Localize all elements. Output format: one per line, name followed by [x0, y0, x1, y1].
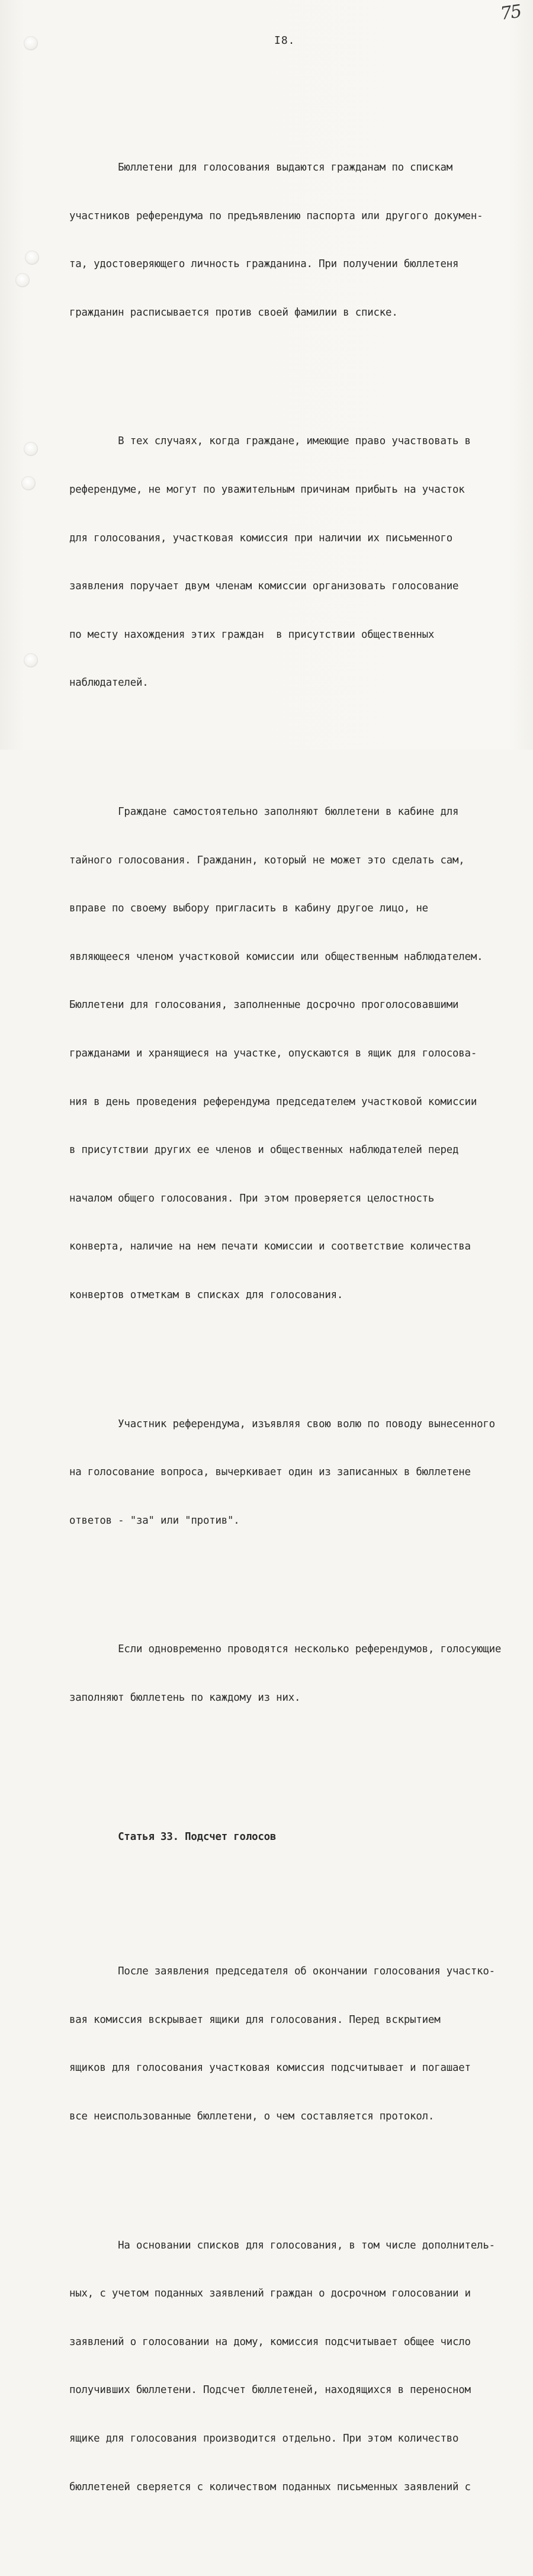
- section-spacer: [69, 1787, 519, 1797]
- text-line: по месту нахождения этих граждан в присутствии общественных: [69, 628, 435, 641]
- text-line: получивших бюллетени. Подсчет бюллетеней, находящихся в переносном: [69, 2384, 471, 2397]
- article-heading: Статья 33. Подсчет голосов: [69, 1830, 277, 1843]
- paragraph: [69, 1610, 519, 1739]
- text-line: заявлений о голосовании на дому, комиссия подсчитывает общее число: [69, 2336, 471, 2348]
- text-line: являющееся членом участковой комиссии или общественным наблюдателем.: [69, 950, 483, 963]
- punch-hole: [25, 250, 39, 265]
- text-line: началом общего голосования. При этом проверяется целостность: [69, 1192, 435, 1205]
- heading-spacer: [69, 1877, 519, 1883]
- text-line: участников референдума по предъявлению паспорта или другого докумен-: [69, 210, 483, 222]
- text-line: для голосования, участковая комиссия при наличии их письменного: [69, 532, 453, 544]
- page-number: I8.: [274, 34, 296, 47]
- text-line: на голосование вопроса, вычеркивает один из записанных в бюллетене: [69, 1466, 471, 1479]
- text-line: бюллетеней сверяется с количеством поданных письменных заявлений с: [69, 2481, 471, 2493]
- text-line: Граждане самостоятельно заполняют бюллетени в кабине для: [69, 805, 459, 818]
- text-line: На основании списков для голосования, в том числе дополнитель-: [69, 2239, 495, 2251]
- paragraph: [69, 1384, 519, 1561]
- text-line: После заявления председателя об окончании голосования участко-: [69, 1965, 495, 1978]
- text-line: тайного голосования. Гражданин, который не может это сделать сам,: [69, 854, 465, 866]
- text-line: гражданин расписывается против своей фамилии в списке.: [69, 306, 398, 319]
- text-line: конвертов отметкам в списках для голосования.: [69, 1289, 343, 1301]
- punch-hole: [24, 36, 38, 50]
- paragraph: [69, 402, 519, 724]
- paragraph: [69, 2205, 519, 2527]
- punch-hole: [21, 476, 36, 490]
- document-body: [69, 79, 519, 2576]
- punch-hole: [24, 653, 38, 667]
- text-line: ящиков для голосования участковая комиссия подсчитывает и погашает: [69, 2062, 471, 2074]
- text-line: все неиспользованные бюллетени, о чем составляется протокол.: [69, 2110, 435, 2122]
- text-line: вая комиссия вскрывает ящики для голосования. Перед вскрытием: [69, 2013, 441, 2026]
- text-line: заявления поручает двум членам комиссии организовать голосование: [69, 580, 459, 593]
- text-line: Участник референдума, изъявляя свою волю по поводу вынесенного: [69, 1418, 495, 1430]
- text-line: наблюдателей.: [69, 677, 149, 689]
- text-line: Бюллетени для голосования, заполненные досрочно проголосовавшими: [69, 999, 459, 1011]
- text-line: ния в день проведения референдума председателем участковой комиссии: [69, 1096, 477, 1108]
- punch-hole: [15, 273, 30, 287]
- text-line: заполняют бюллетень по каждому из них.: [69, 1691, 301, 1704]
- paragraph: [69, 1932, 519, 2157]
- text-line: в присутствии других ее членов и общественных наблюдателей перед: [69, 1144, 459, 1157]
- text-line: Бюллетени для голосования выдаются гражданам по спискам: [69, 162, 453, 174]
- paragraph: [69, 128, 519, 354]
- text-line: конверта, наличие на нем печати комиссии и соответствие количества: [69, 1241, 471, 1253]
- text-line: гражданами и хранящиеся на участке, опускаются в ящик для голосова-: [69, 1047, 477, 1059]
- punch-hole: [24, 442, 38, 456]
- paragraph: [69, 772, 519, 1336]
- text-line: ящике для голосования производится отдельно. При этом количество: [69, 2432, 459, 2445]
- handwritten-page-number: 75: [499, 1, 522, 25]
- text-line: вправе по своему выбору пригласить в кабину другое лицо, не: [69, 902, 428, 915]
- text-line: референдуме, не могут по уважительным причинам прибыть на участок: [69, 484, 465, 496]
- text-line: В тех случаях, когда граждане, имеющие право участвовать в: [69, 435, 471, 448]
- text-line: та, удостоверяющего личность гражданина. При получении бюллетеня: [69, 258, 459, 271]
- text-line: ответов - "за" или "против".: [69, 1514, 240, 1527]
- text-line: ных, с учетом поданных заявлений граждан о досрочном голосовании и: [69, 2288, 471, 2300]
- text-line: Если одновременно проводятся несколько референдумов, голосующие: [69, 1643, 502, 1656]
